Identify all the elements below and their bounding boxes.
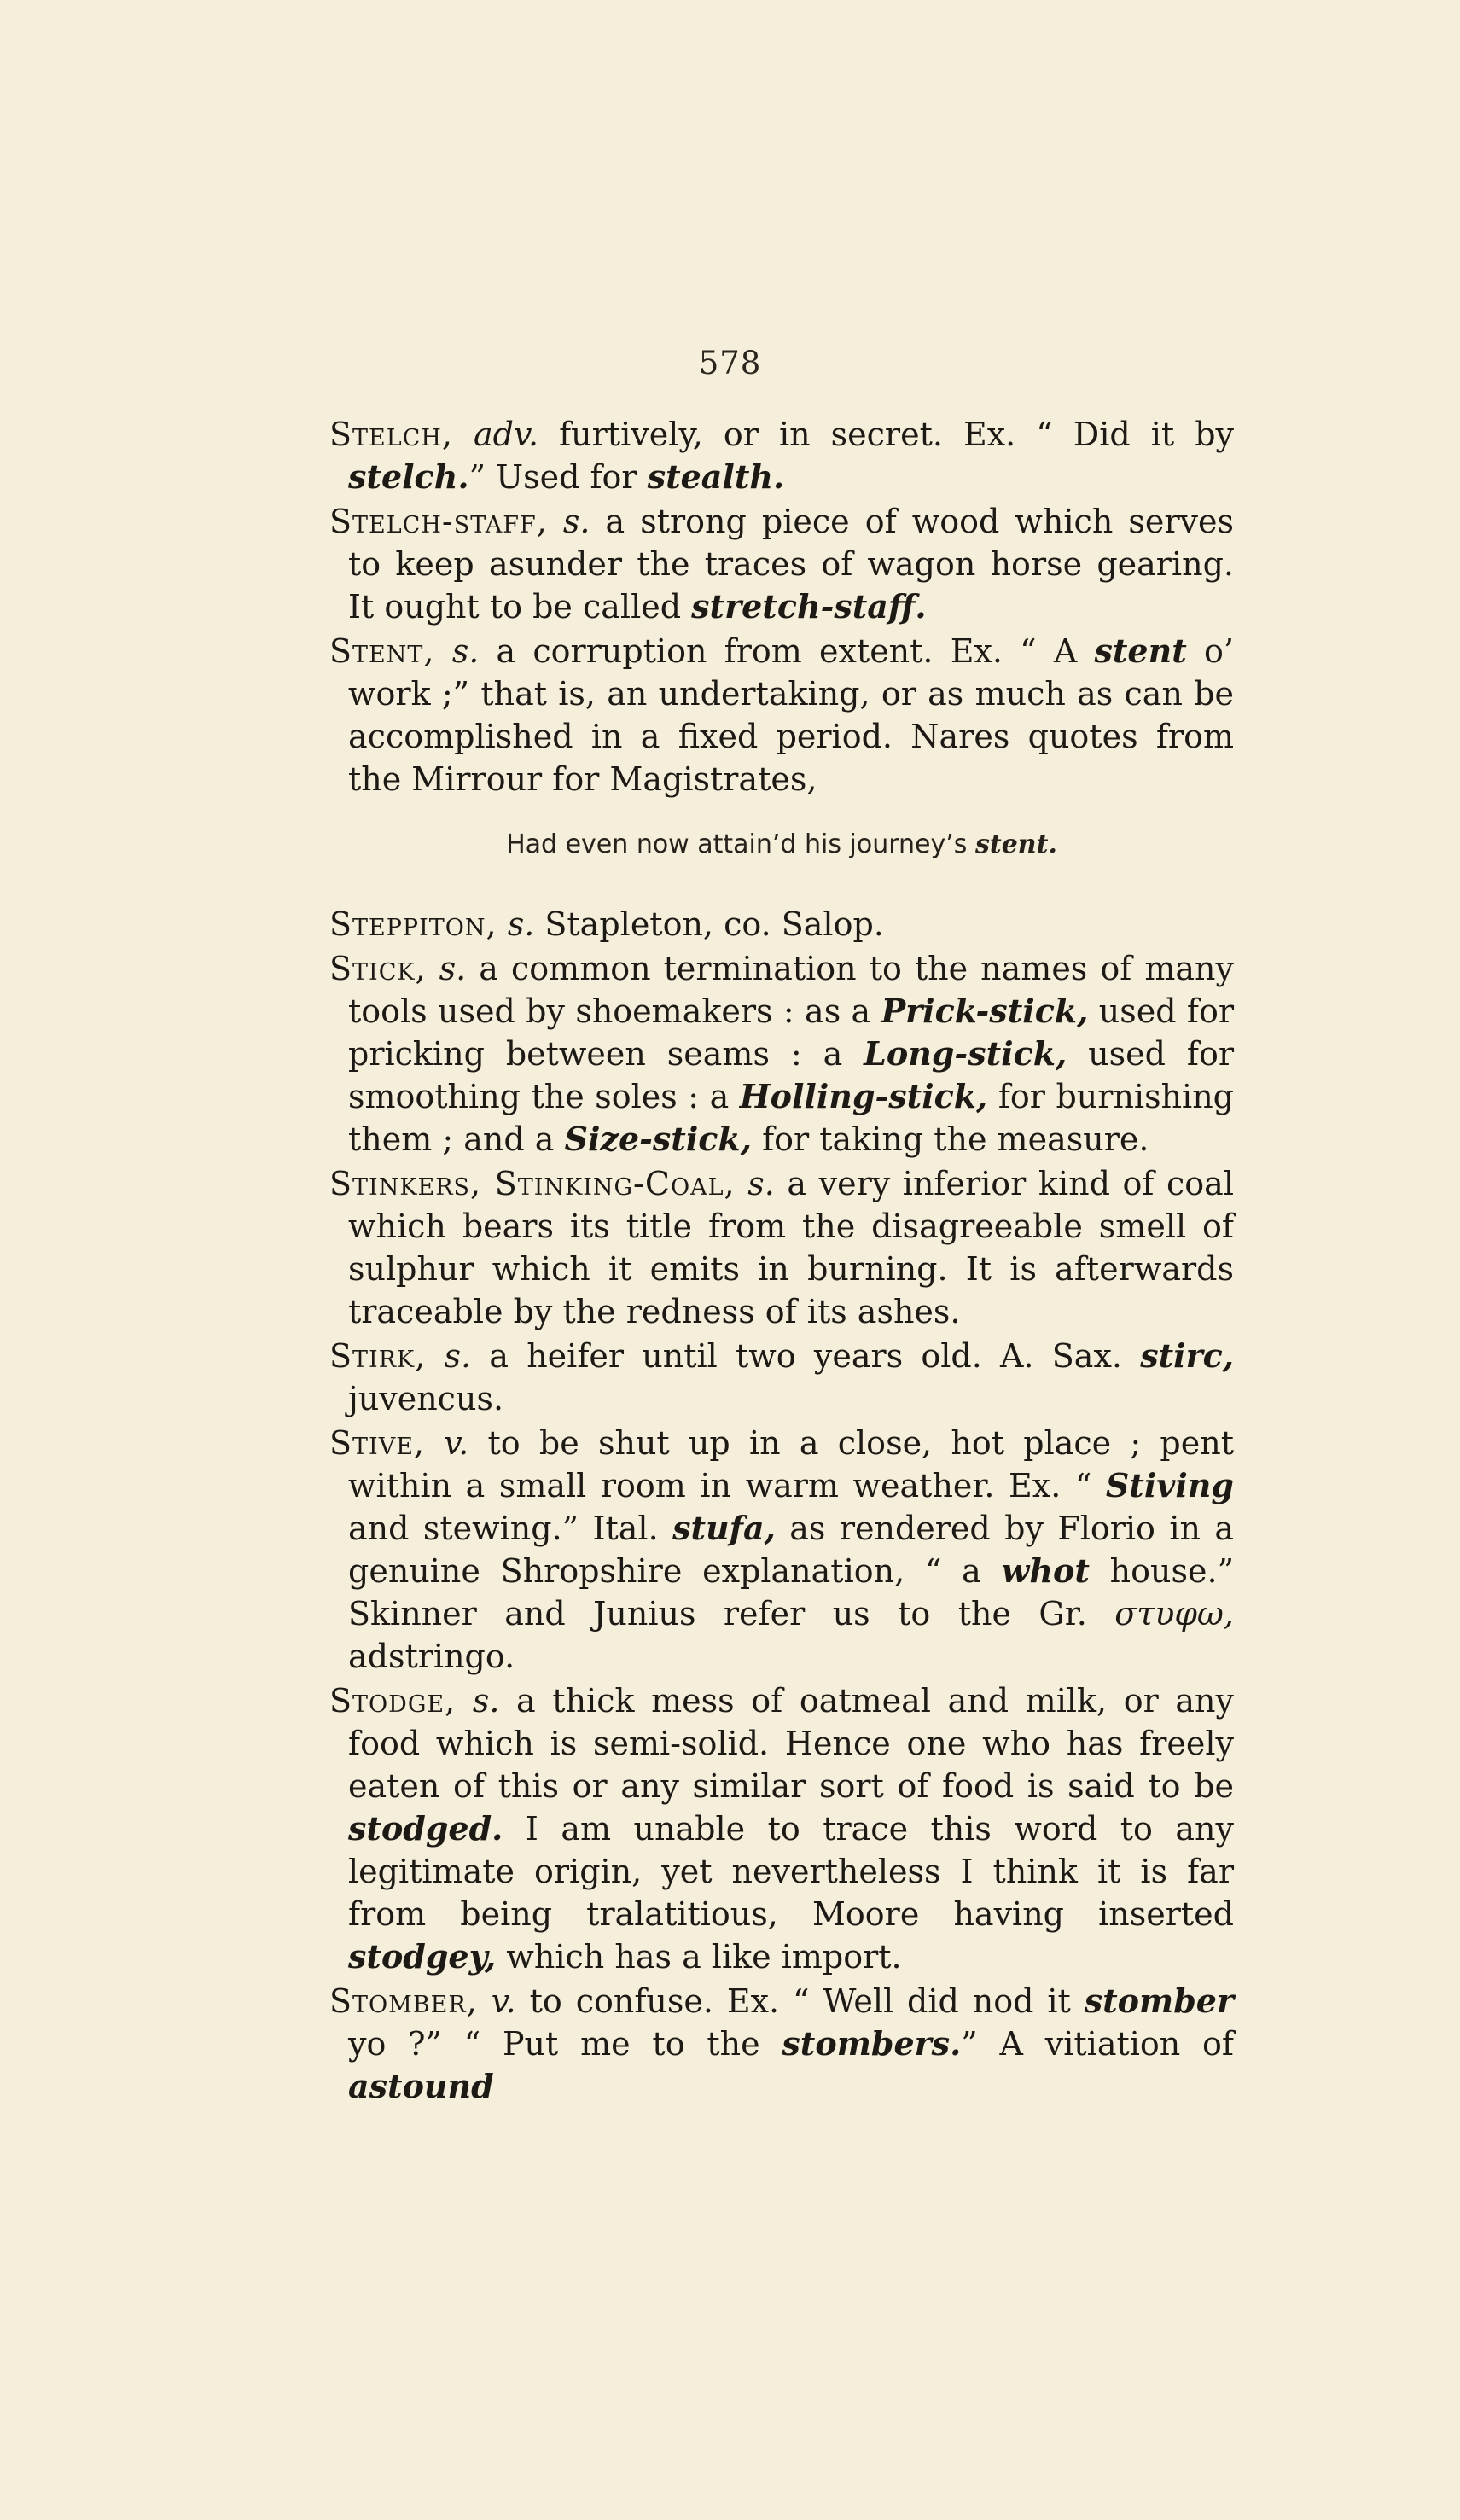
- definition-text: used for pricking between seams : a: [348, 992, 1234, 1073]
- headword: Stent,: [329, 632, 435, 670]
- definition-text: as rendered by Florio in a genuine Shropshire explanation, “ a: [348, 1510, 1235, 1590]
- example-word: Holling-stick,: [739, 1077, 988, 1115]
- entry-stive: [329, 1422, 1234, 1678]
- entry-stelch-staff: [329, 500, 1234, 628]
- example-word: Prick-stick,: [881, 992, 1089, 1030]
- example-word: Stiving: [1105, 1466, 1234, 1504]
- reference-word: stealth.: [647, 457, 785, 496]
- headword: Stive,: [329, 1424, 425, 1462]
- definition-text: ” A vitiation of: [961, 2025, 1234, 2063]
- definition-text: furtively, or in secret. Ex. “ Did it by: [538, 416, 1234, 453]
- entry-stelch: [329, 413, 1234, 498]
- example-word: stelch.: [348, 457, 469, 496]
- definition-text: a thick mess of oatmeal and milk, or any food which is semi-solid. Hence one who has freely eaten of this or any similar sort of food is said to be: [348, 1682, 1234, 1805]
- entry-stodge: [329, 1679, 1234, 1978]
- definition-text: I am unable to trace this word to any legitimate origin, yet nevertheless I think it is far from being tralatitious, Moore having inserted: [348, 1810, 1234, 1933]
- headword: Stinkers, Stinking-Coal,: [329, 1165, 736, 1202]
- page-number: 578: [698, 345, 762, 381]
- entry-stent: [329, 630, 1234, 800]
- definition-text: adstringo.: [348, 1638, 515, 1675]
- grammar-label: v.: [491, 1982, 516, 2020]
- definition-text: a strong piece of wood which serves to keep asunder the traces of wagon horse gearing. It ought to be called: [348, 503, 1234, 626]
- example-word: stomber: [1084, 1982, 1234, 2020]
- definition-text: to confuse. Ex. “ Well did nod it: [515, 1982, 1085, 2020]
- definition-text: to be shut up in a close, hot place ; pent within a small room in warm weather. Ex. “: [348, 1424, 1234, 1504]
- headword: Stomber,: [329, 1982, 478, 2020]
- entry-stirk: [329, 1335, 1234, 1420]
- definition-text: juvencus.: [348, 1380, 504, 1417]
- quotation-word: stent.: [974, 829, 1057, 859]
- greek-word: στυφω,: [1114, 1595, 1234, 1632]
- headword: Stodge,: [329, 1682, 457, 1720]
- grammar-label: s.: [507, 905, 535, 943]
- example-word: stirc,: [1140, 1336, 1234, 1375]
- grammar-label: s.: [439, 950, 467, 987]
- headword: Steppiton,: [329, 905, 497, 943]
- definition-text: a very inferior kind of coal which bears its title from the disagreeable smell of sulphur which it emits in burning. It is afterwards traceable by the redness of its ashes.: [348, 1165, 1234, 1330]
- entry-steppiton: [329, 903, 1234, 946]
- grammar-label: s.: [451, 632, 480, 670]
- example-word: stodgey,: [348, 1937, 497, 1976]
- definition-text: a common termination to the names of many tools used by shoemakers : as a: [348, 950, 1234, 1030]
- example-word: whot: [1001, 1551, 1090, 1590]
- quotation-text: Had even now attain’d his journey’s: [506, 829, 975, 859]
- grammar-label: s.: [747, 1165, 775, 1202]
- grammar-label: v.: [444, 1424, 469, 1462]
- headword: Stick,: [329, 950, 427, 987]
- headword: Stirk,: [329, 1337, 427, 1375]
- definition-text: for burnishing them ; and a: [348, 1078, 1234, 1158]
- quotation: [329, 828, 1234, 862]
- example-word: astound: [348, 2067, 494, 2105]
- grammar-label: adv.: [474, 416, 539, 453]
- definition-text: and stewing.” Ital.: [348, 1510, 673, 1547]
- definition-text: o’ work ;” that is, an undertaking, or as much as can be accomplished in a fixed period. Nares quotes from the Mirrour for Magistrates,: [348, 632, 1234, 798]
- definition-text: which has a like import.: [496, 1938, 902, 1976]
- grammar-label: s.: [444, 1337, 472, 1375]
- definition-text: a corruption from extent. Ex. “ A: [479, 632, 1095, 670]
- definition-text: a heifer until two years old. A. Sax.: [471, 1337, 1141, 1375]
- definition-text: used for smoothing the soles : a: [348, 1035, 1234, 1115]
- grammar-label: s.: [472, 1682, 500, 1720]
- grammar-label: s.: [562, 503, 590, 540]
- definition-text: yo ?” “ Put me to the: [348, 2025, 782, 2063]
- headword: Stelch-staff,: [329, 503, 548, 540]
- example-word: stodged.: [348, 1809, 503, 1848]
- example-word: stent: [1094, 631, 1187, 670]
- headword: Stelch,: [329, 416, 453, 453]
- definition-text: for taking the measure.: [751, 1120, 1149, 1158]
- entry-stinkers: [329, 1162, 1234, 1333]
- example-word: stufa,: [672, 1509, 776, 1547]
- definition-text: Stapleton, co. Salop.: [534, 905, 884, 943]
- example-word: Long-stick,: [864, 1034, 1067, 1073]
- definition-text: house.” Skinner and Junius refer us to the Gr.: [348, 1552, 1235, 1632]
- reference-word: stretch-staff.: [691, 587, 927, 626]
- entry-stick: [329, 947, 1234, 1161]
- glossary-entries: [329, 413, 1234, 2110]
- definition-text: ” Used for: [468, 458, 648, 496]
- example-word: Size-stick,: [564, 1120, 752, 1158]
- entry-stomber: [329, 1980, 1234, 2108]
- example-word: stombers.: [782, 2024, 962, 2063]
